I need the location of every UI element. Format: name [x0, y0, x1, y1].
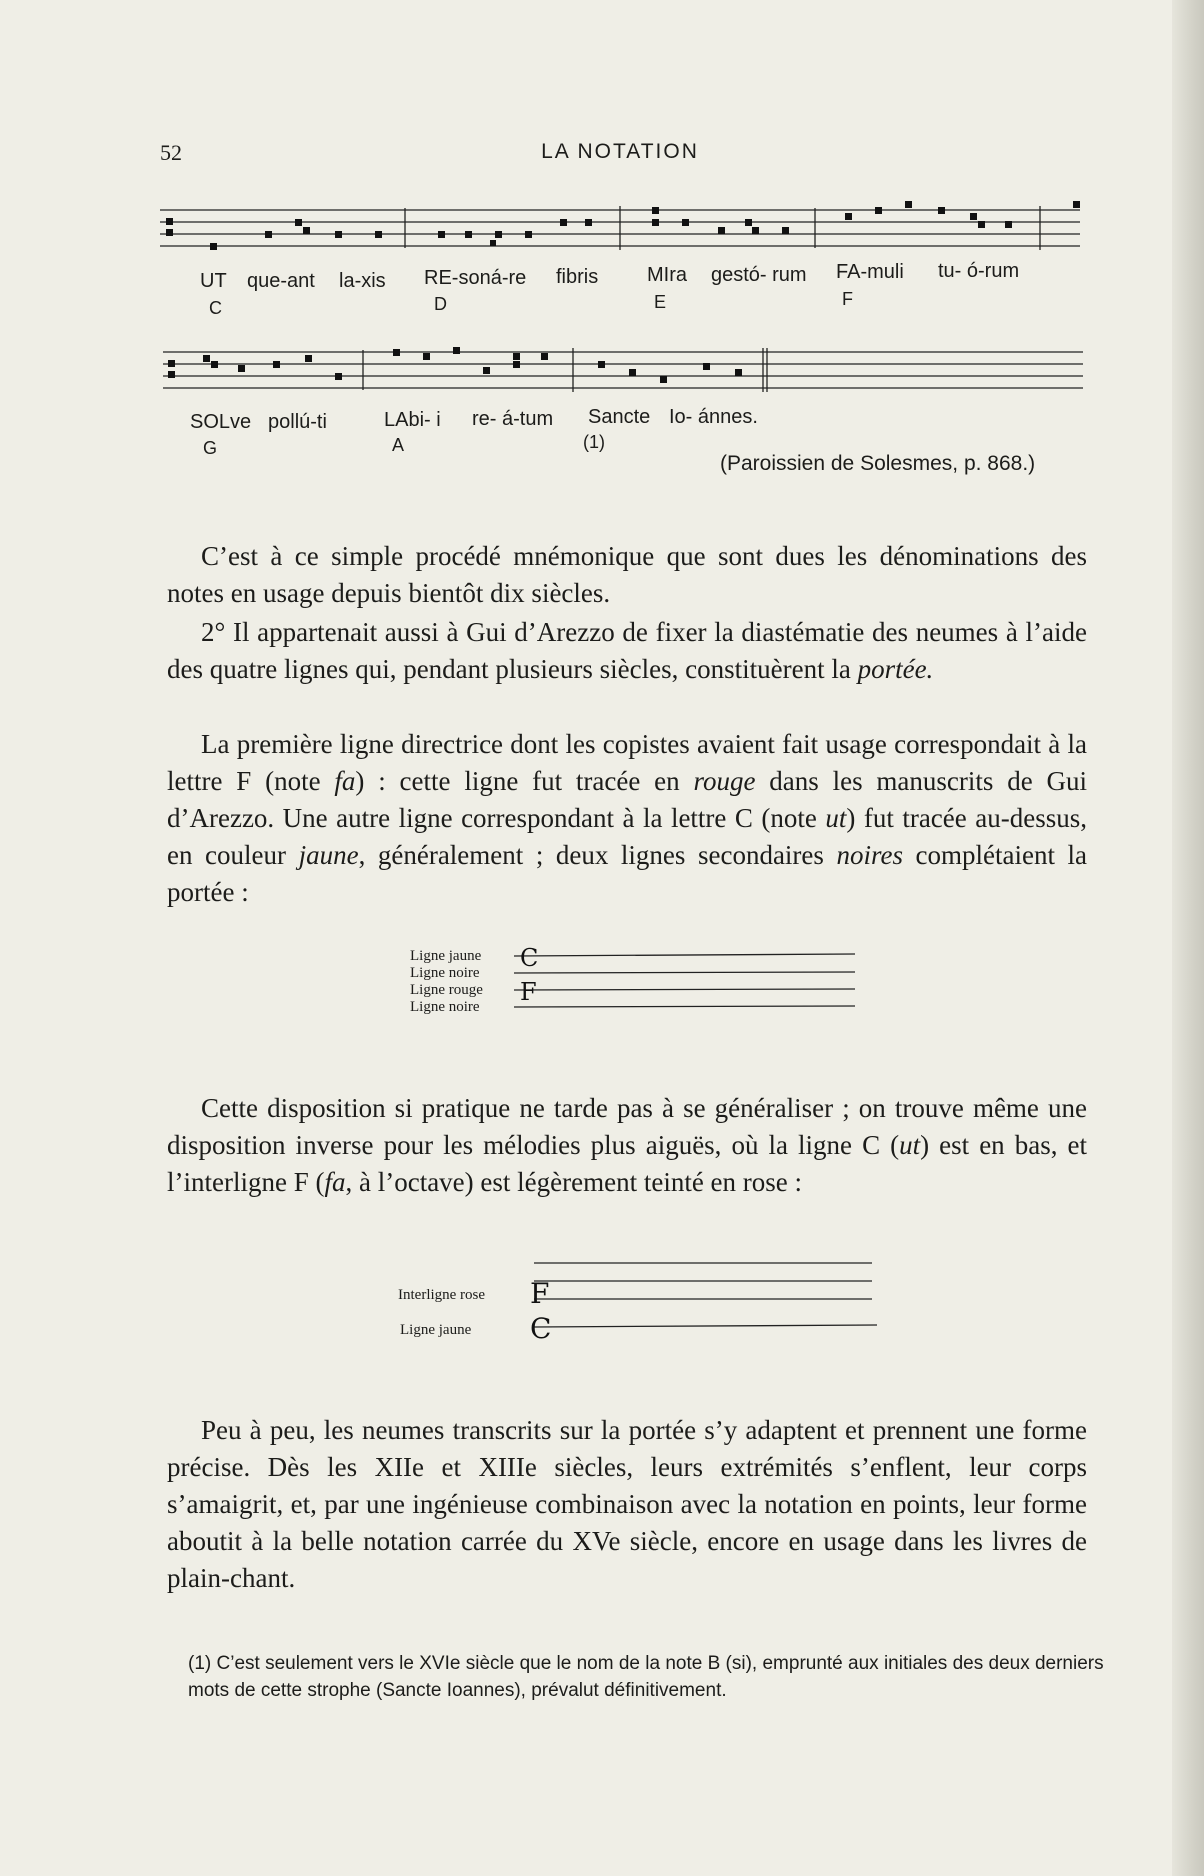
note-letter: E [654, 292, 667, 312]
page-header [160, 140, 1080, 170]
text-run: Cette disposition si pratique ne tarde pas à se généraliser ; on trouve même une disposition inverse pour les mélodies plus aiguës, où la ligne C ( [167, 1093, 1087, 1160]
page-number: 52 [160, 140, 182, 165]
line-label: Ligne jaune [400, 1322, 472, 1338]
lyric: que-ant [247, 270, 315, 292]
italic-term: jaune [298, 840, 359, 870]
paragraph-3 [167, 726, 1087, 911]
lyric: pollú-ti [268, 411, 327, 433]
line-label: Ligne noire [410, 965, 480, 981]
italic-term: ut [825, 803, 847, 833]
italic-term: fa [334, 766, 356, 796]
text-run: ) : cette ligne fut tracée en [355, 766, 694, 796]
text-run: , à l’octave) est légèrement teinté en rose : [345, 1167, 803, 1197]
f-clef-icon: F [520, 978, 537, 1006]
lyric: gestó- rum [711, 264, 807, 286]
line-label: Ligne noire [410, 999, 480, 1015]
line-label: Ligne jaune [410, 948, 482, 964]
footnote: (1) C’est seulement vers le XVIe siècle que le nom de la note B (si), emprunté aux initiales des deux derniers mots de cette strophe (Sancte Ioannes), prévalut définitivement. [188, 1653, 1104, 1701]
text-run: ) est en bas, et l’interligne F ( [167, 1130, 1087, 1197]
c-clef-icon: C [520, 946, 539, 972]
italic-term: rouge [693, 766, 756, 796]
lyric: re- á-tum [472, 408, 554, 430]
footnote-ref: (1) [583, 432, 605, 452]
lyric: LAbi- i [384, 409, 441, 431]
lyric: Io- ánnes. [669, 406, 758, 428]
note-letter: D [434, 294, 447, 314]
note-letter: G [203, 438, 218, 458]
chant-staff-row2 [163, 340, 1085, 402]
note-letter: C [209, 298, 222, 318]
text-run: , généralement ; deux lignes secondaires [358, 840, 837, 870]
lyric: la-xis [339, 270, 386, 292]
text-run: dans les manuscrits de Gui d’Arezzo. Une autre ligne correspondant à la lettre C (note [167, 766, 1087, 833]
chant-staff-row1 [160, 196, 1085, 258]
paragraph-text: C’est à ce simple procédé mnémonique que sont dues les dénominations des notes en usage depuis bientôt dix siècles. [167, 541, 1087, 608]
f-clef-icon: F [530, 1277, 550, 1310]
page-edge [1172, 0, 1204, 1876]
staff-lines [522, 1255, 882, 1345]
lyric: UT [200, 270, 227, 292]
paragraph-text: Peu à peu, les neumes transcrits sur la portée s’y adaptent et prennent une forme précise. Dès les XIIe et XIIIe siècles, leurs extrémités s’enflent, leur corps s’amaigrit, et, par une ingénieuse combinaison avec la notation en points, leur forme aboutit à la belle notation carrée du XVe siècle, encore en usage dans les livres de plain-chant. [167, 1415, 1087, 1593]
line-label: Interligne rose [398, 1287, 486, 1303]
lyric: FA-muli [836, 261, 904, 283]
paragraph-text: 2° Il appartenait aussi à Gui d’Arezzo de fixer la diastématie des neumes à l’aide des quatre lignes qui, pendant plusieurs siècles, constituèrent la [167, 617, 1087, 684]
line-label: Ligne rouge [410, 982, 483, 998]
note-letter: F [842, 289, 853, 309]
source-citation: (Paroissien de Solesmes, p. 868.) [720, 452, 1036, 475]
lyric: SOLve [190, 411, 252, 433]
italic-term: portée. [857, 654, 934, 684]
text-run: complétaient la portée : [167, 840, 1088, 907]
text-run: ) fut tracée au-dessus, en couleur [167, 803, 1087, 870]
italic-term: fa [324, 1167, 346, 1197]
paragraph-1 [167, 538, 1087, 612]
lyric: tu- ó-rum [938, 260, 1020, 282]
lyric: Sancte [588, 406, 651, 428]
paragraph-4 [167, 1090, 1087, 1201]
paragraph-2 [167, 614, 1087, 688]
paragraph-5 [167, 1412, 1087, 1597]
note-letter: A [392, 435, 405, 455]
c-clef-icon: C [530, 1312, 552, 1345]
italic-term: noires [836, 840, 903, 870]
italic-term: ut [899, 1130, 921, 1160]
staff-lines [510, 946, 860, 1016]
lyric: fibris [556, 266, 599, 288]
lyric: MIra [647, 264, 687, 286]
text-run: La première ligne directrice dont les copistes avaient fait usage correspondait à la lettre F (note [167, 729, 1087, 796]
running-title: LA NOTATION [541, 140, 699, 163]
lyric: RE-soná-re [424, 267, 527, 289]
